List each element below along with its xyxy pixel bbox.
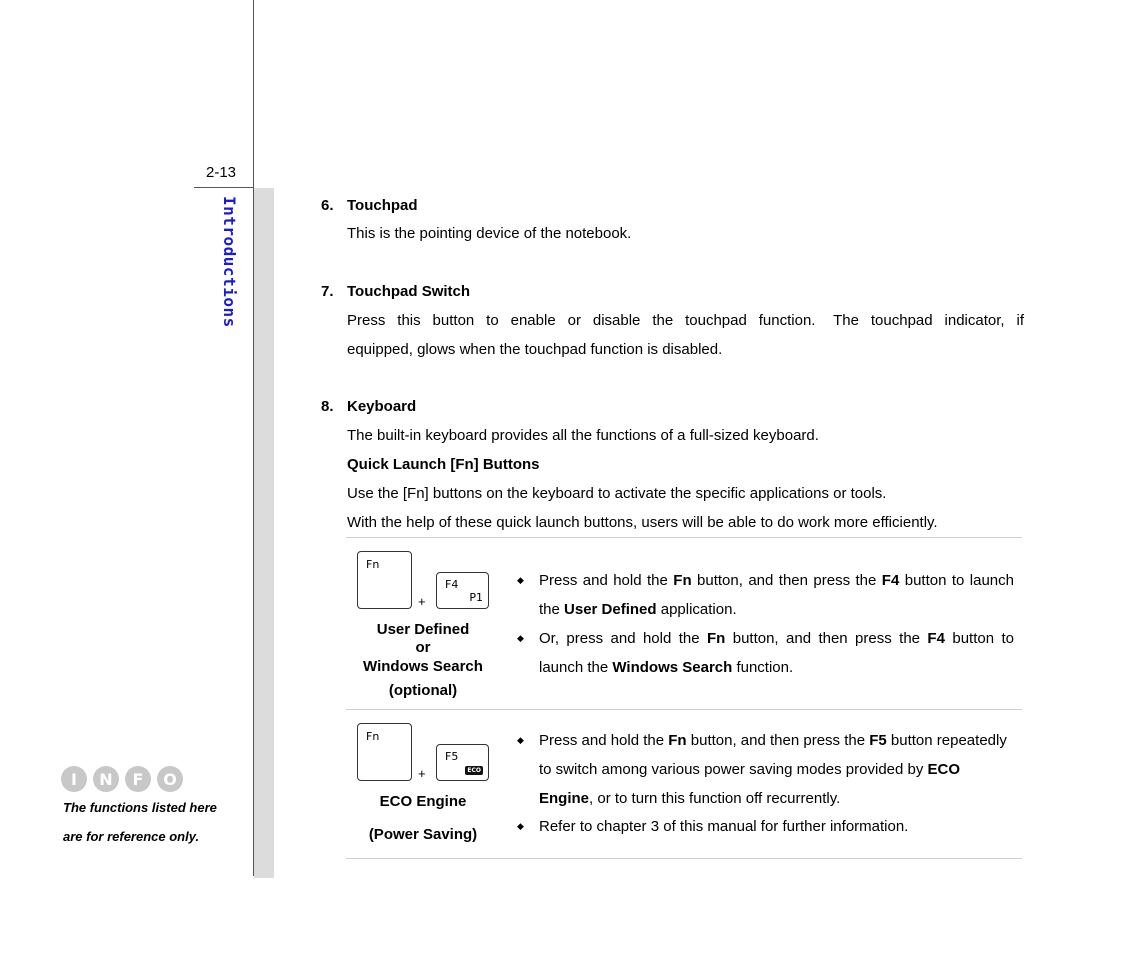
f4-key-icon bbox=[436, 572, 489, 609]
bullet-text: Refer to chapter 3 of this manual for further information. bbox=[539, 818, 909, 835]
key-sublabel: P1 bbox=[469, 591, 483, 604]
row-caption: Windows Search bbox=[363, 658, 483, 675]
plus-sign: + bbox=[418, 594, 426, 609]
row-caption: User Defined bbox=[376, 621, 470, 638]
bullet-text: Press and hold the Fn button, and then press the F4 button to launch the User Defined application. bbox=[539, 572, 1014, 618]
section-text: The built-in keyboard provides all the functions of a full-sized keyboard. bbox=[347, 427, 819, 444]
key-label: F5 bbox=[445, 750, 459, 763]
section-text: With the help of these quick launch buttons, users will be able to do work more efficiently. bbox=[347, 514, 938, 531]
section-text: This is the pointing device of the notebook. bbox=[347, 225, 632, 242]
f5-key-icon bbox=[436, 744, 489, 781]
key-label: Fn bbox=[366, 558, 380, 571]
key-label: F4 bbox=[445, 578, 459, 591]
section-text: Press this button to enable or disable the touchpad function. The touchpad indicator, if bbox=[347, 312, 1024, 329]
section-text: equipped, glows when the touchpad function is disabled. bbox=[347, 341, 723, 358]
side-bar bbox=[254, 188, 274, 878]
header-divider bbox=[194, 187, 254, 188]
row-caption: (Power Saving) bbox=[368, 826, 478, 843]
section-title: Keyboard bbox=[347, 398, 417, 415]
info-letter-n: N bbox=[93, 766, 119, 792]
table-rule bbox=[346, 537, 1022, 538]
section-number: 6. bbox=[321, 197, 334, 214]
section-number: 8. bbox=[321, 398, 334, 415]
fn-key-icon bbox=[357, 551, 412, 609]
bullet-icon: ◆ bbox=[517, 821, 524, 831]
info-note-line2: are for reference only. bbox=[63, 829, 200, 844]
row-caption: (optional) bbox=[388, 682, 458, 699]
plus-sign: + bbox=[418, 766, 426, 781]
info-letter-f: F bbox=[125, 766, 151, 792]
bullet-icon: ◆ bbox=[517, 633, 524, 643]
row-caption: ECO Engine bbox=[379, 793, 467, 810]
section-subtitle: Quick Launch [Fn] Buttons bbox=[347, 456, 540, 473]
fn-key-icon bbox=[357, 723, 412, 781]
info-note-line1: The functions listed here bbox=[63, 800, 217, 815]
section-title: Touchpad Switch bbox=[347, 283, 471, 300]
bullet-text: Or, press and hold the Fn button, and then press the F4 button to launch the Windows Search function. bbox=[539, 630, 1014, 676]
table-rule bbox=[346, 709, 1022, 710]
row-caption: or bbox=[415, 639, 431, 656]
bullet-icon: ◆ bbox=[517, 575, 524, 585]
info-letter-o: O bbox=[157, 766, 183, 792]
table-rule bbox=[346, 858, 1022, 859]
key-label: Fn bbox=[366, 730, 380, 743]
section-text: Use the [Fn] buttons on the keyboard to activate the specific applications or tools. bbox=[347, 485, 887, 502]
bullet-text: Press and hold the Fn button, and then press the F5 button repeatedly to switch among various power saving modes provided by ECO Engine, or to turn this function off recurrently. bbox=[539, 732, 1007, 807]
eco-icon: ECO bbox=[467, 767, 481, 774]
section-title: Touchpad bbox=[347, 197, 418, 214]
section-number: 7. bbox=[321, 283, 334, 300]
bullet-icon: ◆ bbox=[517, 735, 524, 745]
info-logo bbox=[61, 766, 183, 792]
page-number: 2-13 bbox=[206, 164, 237, 181]
info-letter-i: I bbox=[61, 766, 87, 792]
chapter-title: Introductions bbox=[220, 196, 239, 328]
